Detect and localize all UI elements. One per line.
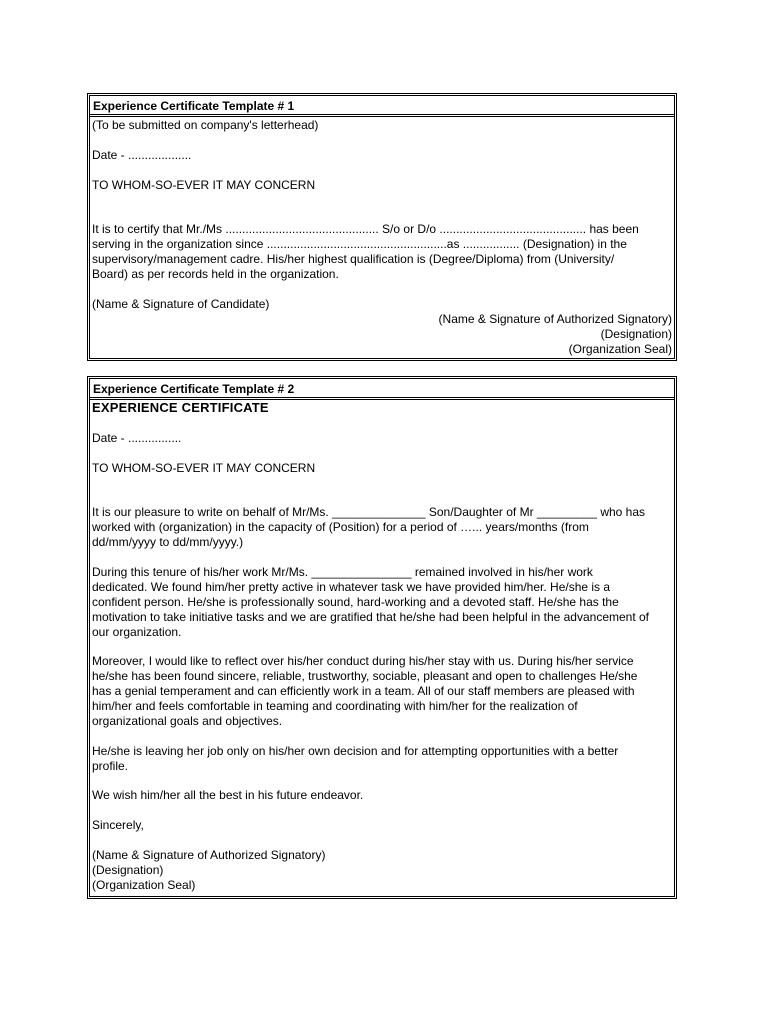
organization-seal: (Organization Seal) — [92, 877, 196, 892]
paragraph-2-line: confident person. He/she is professionally sound, hard-working and a devoted staff. He/she has the — [92, 594, 619, 609]
template-2-box — [87, 376, 677, 899]
paragraph-4-line: He/she is leaving her job only on his/her own decision and for attempting opportunities with a better — [92, 743, 619, 758]
designation: (Designation) — [92, 862, 164, 877]
organization-seal: (Organization Seal) — [568, 341, 672, 356]
template-1-body — [90, 117, 674, 356]
paragraph-1-line: dd/mm/yyyy to dd/mm/yyyy.) — [92, 535, 244, 550]
template-1-title: Experience Certificate Template # 1 — [90, 96, 674, 117]
closing: Sincerely, — [92, 818, 144, 833]
paragraph-3-line: he/she has been found sincere, reliable, trustworthy, sociable, pleasant and open to challenges He/she — [92, 669, 638, 684]
salutation: TO WHOM-SO-EVER IT MAY CONCERN — [92, 177, 316, 192]
paragraph-1-line: worked with (organization) in the capacity of (Position) for a period of …... years/months (from — [92, 520, 589, 535]
best-wishes-line: We wish him/her all the best in his future endeavor. — [92, 788, 364, 803]
body-line: Board) as per records held in the organization. — [92, 267, 339, 282]
paragraph-3-line: him/her and feels comfortable in teaming and coordinating with him/her for the realization of — [92, 699, 578, 714]
designation: (Designation) — [600, 326, 672, 341]
paragraph-2-line: During this tenure of his/her work Mr/Ms. _______________ remained involved in his/her work — [92, 564, 593, 579]
template-2-title: Experience Certificate Template # 2 — [90, 379, 674, 400]
template-2-body — [90, 400, 674, 893]
authorized-signatory: (Name & Signature of Authorized Signatory) — [438, 311, 672, 326]
paragraph-3-line: Moreover, I would like to reflect over his/her conduct during his/her stay with us. During his/her service — [92, 654, 634, 669]
paragraph-3-line: organizational goals and objectives. — [92, 713, 283, 728]
paragraph-1-line: It is our pleasure to write on behalf of Mr/Ms. ______________ Son/Daughter of Mr _________ who has — [92, 505, 646, 520]
body-line: It is to certify that Mr./Ms .............................................. S/o or D/o ............................................ has been — [92, 222, 639, 237]
date-line: Date - ................ — [92, 430, 182, 445]
paragraph-2-line: our organization. — [92, 624, 182, 639]
template-1-box — [87, 93, 677, 361]
paragraph-2-line: motivation to take initiative tasks and we are gratified that he/she had been helpful in the advancement of — [92, 609, 650, 624]
paragraph-2-line: dedicated. We found him/her pretty active in whatever task we have provided him/her. He/she is a — [92, 579, 611, 594]
candidate-signature: (Name & Signature of Candidate) — [92, 296, 270, 311]
date-line: Date - ................... — [92, 147, 192, 162]
paragraph-4-line: profile. — [92, 758, 129, 773]
paragraph-3-line: has a genial temperament and can efficiently work in a team. All of our staff members are pleased with — [92, 684, 635, 699]
certificate-heading: EXPERIENCE CERTIFICATE — [92, 400, 269, 415]
body-line: supervisory/management cadre. His/her highest qualification is (Degree/Diploma) from (University/ — [92, 252, 615, 267]
salutation: TO WHOM-SO-EVER IT MAY CONCERN — [92, 460, 316, 475]
body-line: serving in the organization since ......................................................as ................. (Designation) in the — [92, 237, 627, 252]
letterhead-note: (To be submitted on company's letterhead) — [92, 118, 319, 132]
authorized-signatory: (Name & Signature of Authorized Signatory) — [92, 848, 326, 863]
